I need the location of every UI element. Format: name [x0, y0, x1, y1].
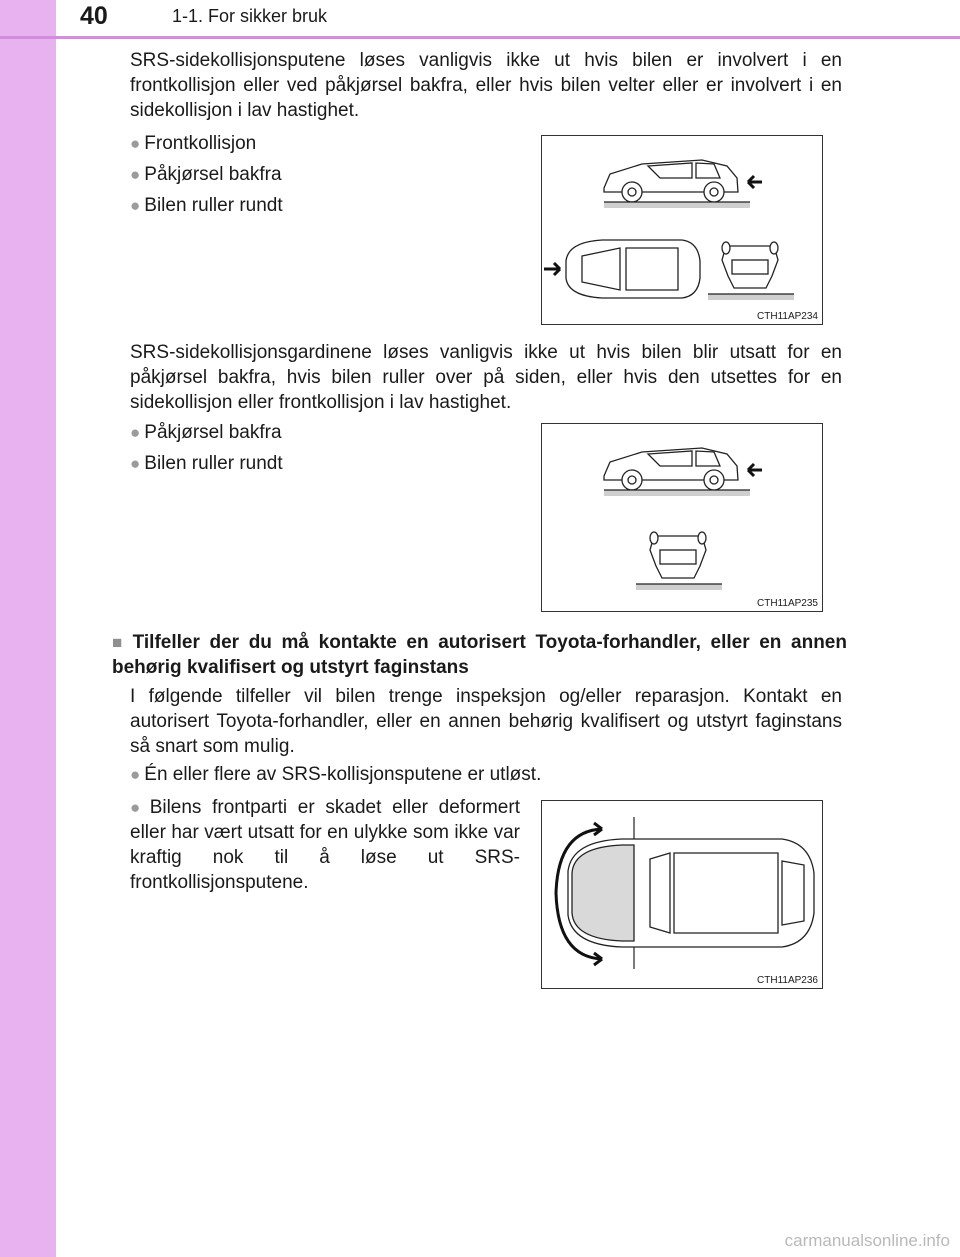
arrow-icon [748, 464, 762, 476]
paragraph-inspection: I følgende tilfeller vil bilen trenge inspeksjon og/eller reparasjon. Kontakt en autorisert Toyota-forhandler, eller en annen behørig kvalifisert og utstyrt faginstans så snart som mulig. [130, 686, 842, 757]
watermark: carmanualsonline.info [784, 1231, 950, 1250]
page-header-title: 1-1. For sikker bruk [172, 6, 328, 26]
list-item: ● Bilens frontparti er skadet eller deformert eller har vært utsatt for en ulykke som ikke var kraftig nok til å løse ut SRS-frontkollisjonsputene. [130, 797, 520, 893]
bullet-icon: ● [130, 798, 146, 817]
bullet-icon: ● [130, 134, 141, 153]
car-rollover-illustration [650, 532, 706, 578]
car-side-illustration [604, 448, 738, 490]
figure-code: CTH11AP234 [757, 311, 818, 322]
arrow-icon [748, 176, 762, 188]
figure-front-damage [541, 800, 823, 989]
figure-collision-types [541, 135, 823, 325]
list-item: ● Påkjørsel bakfra [130, 164, 282, 185]
figure-code: CTH11AP235 [757, 598, 818, 609]
bullet-icon: ● [130, 165, 141, 184]
bullet-icon: ● [130, 765, 141, 784]
car-top-illustration [568, 839, 814, 947]
car-side-illustration [604, 160, 738, 202]
header-rule [0, 36, 960, 39]
arrow-icon [544, 263, 560, 275]
list-item: ● Frontkollisjon [130, 133, 257, 154]
page-number: 40 [80, 2, 108, 30]
list-item: ● Bilen ruller rundt [130, 453, 283, 474]
section-heading: ■ Tilfeller der du må kontakte en autorisert Toyota-forhandler, eller en annen behørig kvalifisert og utstyrt faginstans [112, 632, 847, 678]
list-item: ● Påkjørsel bakfra [130, 422, 282, 443]
figure-curtain-cases [541, 423, 823, 612]
list-item: ● Én eller flere av SRS-kollisjonsputene er utløst. [130, 764, 542, 785]
figure-code: CTH11AP236 [757, 975, 818, 986]
paragraph-curtains: SRS-sidekollisjonsgardinene løses vanligvis ikke ut hvis bilen blir utsatt for en påkjørsel bakfra, hvis bilen ruller over på siden, eller hvis den utsettes for en sidekollisjon eller frontkollisjon i lav hastighet. [130, 342, 842, 413]
chapter-side-strip [0, 0, 56, 1257]
bullet-icon: ● [130, 196, 141, 215]
paragraph-airbags: SRS-sidekollisjonsputene løses vanligvis ikke ut hvis bilen er involvert i en frontkollisjon eller ved påkjørsel bakfra, eller hvis bilen velter eller er involvert i en sidekollisjon i lav hastighet. [130, 50, 842, 121]
square-bullet-icon: ■ [112, 633, 127, 652]
bullet-icon: ● [130, 454, 141, 473]
car-rollover-illustration [722, 242, 778, 288]
car-top-illustration [566, 240, 700, 298]
bullet-icon: ● [130, 423, 141, 442]
list-item: ● Bilen ruller rundt [130, 195, 283, 216]
